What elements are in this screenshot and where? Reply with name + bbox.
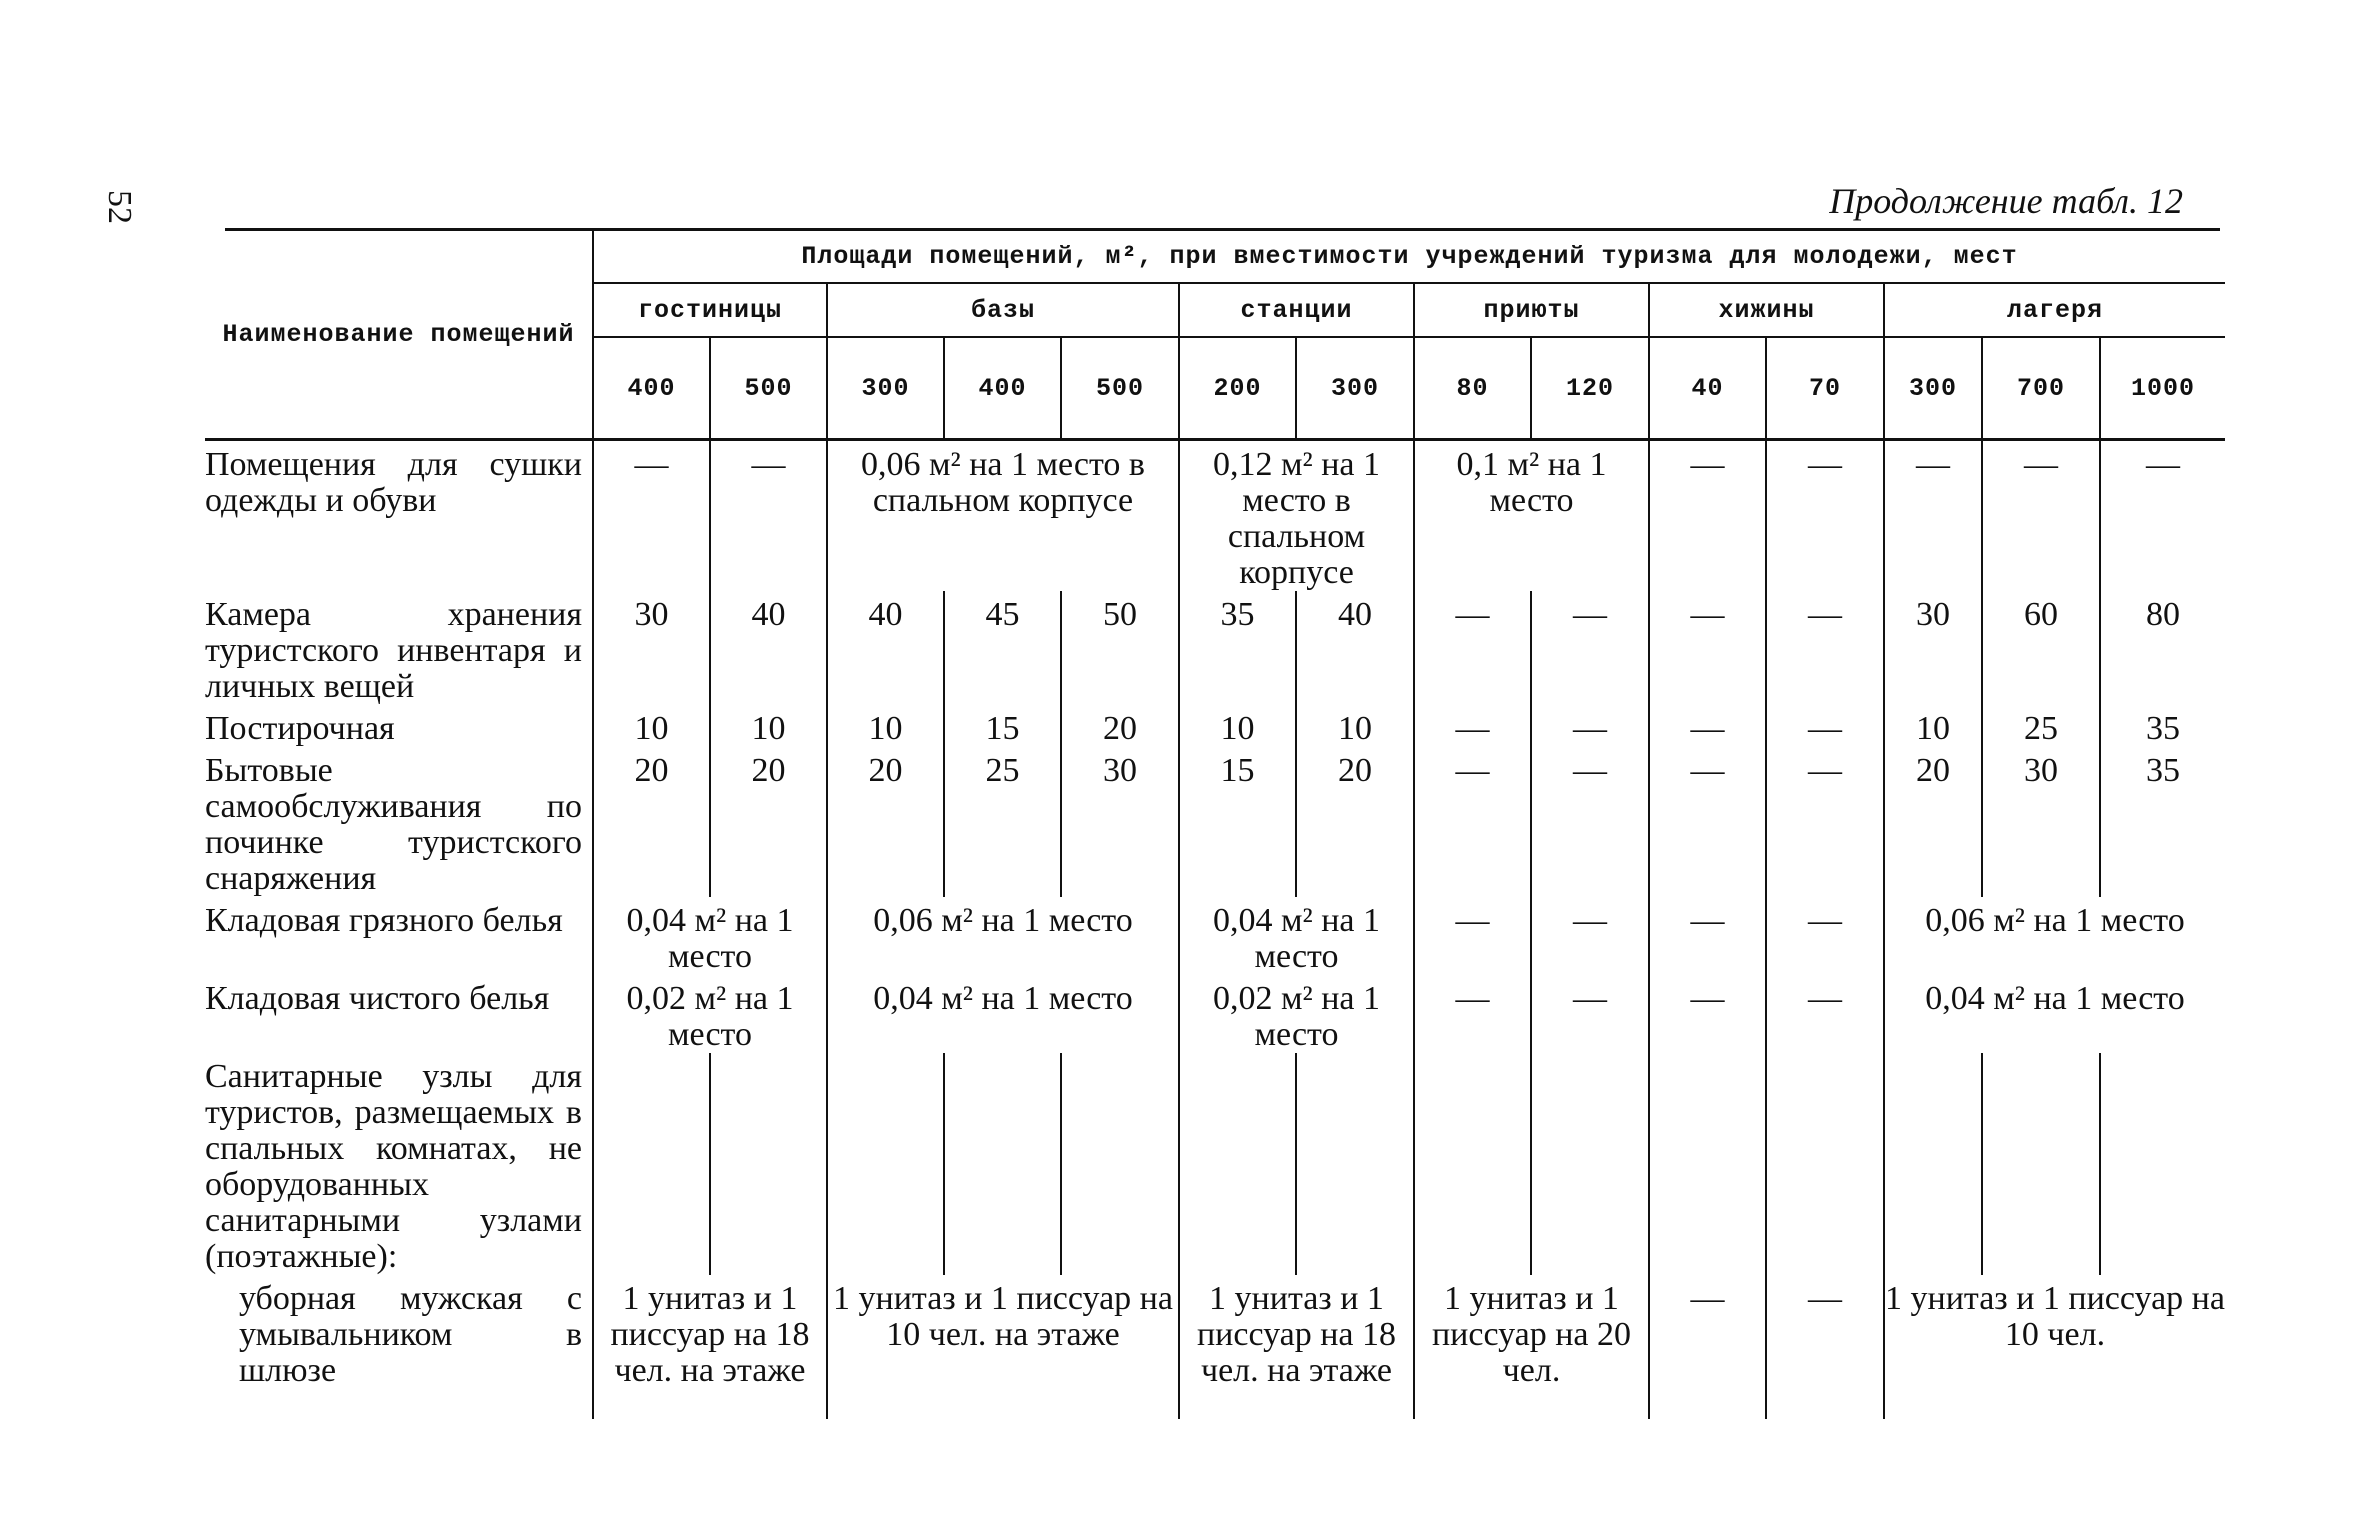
- cell-merged: 0,02 м² на 1 место: [1179, 975, 1414, 1053]
- cell: —: [1766, 747, 1884, 897]
- row-name: Камера хранения туристского инвентаря и личных вещей: [205, 596, 582, 705]
- cell: —: [1649, 1275, 1766, 1419]
- cell: —: [710, 440, 827, 592]
- cell: 40: [1296, 591, 1414, 705]
- cell: 50: [1061, 591, 1179, 705]
- cell: 25: [944, 747, 1061, 897]
- table-row: [205, 975, 2225, 1053]
- col-header: 120: [1531, 337, 1649, 440]
- table-continuation-caption: Продолжение табл. 12: [1829, 181, 2183, 221]
- cell-merged: 0,06 м² на 1 место: [827, 897, 1179, 975]
- cell: —: [1531, 705, 1649, 747]
- cell: —: [1649, 897, 1766, 975]
- cell: —: [1766, 975, 1884, 1053]
- cell: 10: [1179, 705, 1296, 747]
- cell: —: [1414, 975, 1531, 1053]
- name-column-header: Наименование помещений: [205, 230, 593, 440]
- col-header: 400: [944, 337, 1061, 440]
- cell: —: [1531, 897, 1649, 975]
- cell: 15: [944, 705, 1061, 747]
- cell-merged: 0,02 м² на 1 место: [593, 975, 827, 1053]
- cell: —: [1531, 975, 1649, 1053]
- row-name: уборная мужская с умывальником в шлюзе: [239, 1280, 582, 1389]
- cell: 20: [827, 747, 944, 897]
- table-row: [205, 747, 2225, 897]
- col-header: 300: [1884, 337, 1982, 440]
- table-row: [205, 440, 2225, 592]
- group-stations: станции: [1179, 283, 1414, 337]
- cell: —: [1766, 591, 1884, 705]
- group-bases: базы: [827, 283, 1179, 337]
- col-header: 80: [1414, 337, 1531, 440]
- table-row: [205, 591, 2225, 705]
- cell: —: [1531, 591, 1649, 705]
- cell-merged: 0,1 м² на 1 место: [1414, 440, 1649, 592]
- cell: —: [1884, 440, 1982, 592]
- cell: —: [1414, 591, 1531, 705]
- cell: 25: [1982, 705, 2100, 747]
- cell: —: [2100, 440, 2225, 592]
- table-row: [205, 705, 2225, 747]
- row-name: Кладовая чистого белья: [205, 980, 550, 1017]
- col-header: 300: [827, 337, 944, 440]
- col-header: 500: [1061, 337, 1179, 440]
- row-name: Санитарные узлы для туристов, размещаемых в спальных комнатах, не оборудованных санитарными узлами (поэтажные):: [205, 1058, 582, 1275]
- cell: 15: [1179, 747, 1296, 897]
- row-name: Помещения для сушки одежды и обуви: [205, 446, 582, 519]
- cell: —: [1649, 747, 1766, 897]
- cell: —: [1766, 705, 1884, 747]
- cell: 40: [827, 591, 944, 705]
- cell-merged: 0,06 м² на 1 место: [1884, 897, 2225, 975]
- cell: 20: [1061, 705, 1179, 747]
- cell: 20: [710, 747, 827, 897]
- row-name: Бытовые самообслуживания по починке туристского снаряжения: [205, 752, 582, 897]
- cell: —: [1649, 440, 1766, 592]
- col-header: 400: [593, 337, 710, 440]
- cell: —: [1531, 747, 1649, 897]
- cell-merged: 1 унитаз и 1 писсуар на 18 чел. на этаже: [593, 1275, 827, 1419]
- cell-merged: 1 унитаз и 1 писсуар на 20 чел.: [1414, 1275, 1649, 1419]
- group-hotels: гостиницы: [593, 283, 827, 337]
- cell: 30: [1982, 747, 2100, 897]
- row-name: Постирочная: [205, 710, 395, 747]
- col-header: 70: [1766, 337, 1884, 440]
- cell: —: [1414, 747, 1531, 897]
- cell: —: [1414, 897, 1531, 975]
- col-header: 40: [1649, 337, 1766, 440]
- cell: 10: [1884, 705, 1982, 747]
- cell: —: [1766, 440, 1884, 592]
- cell-merged: 0,12 м² на 1 место в спальном корпусе: [1179, 440, 1414, 592]
- cell: 20: [593, 747, 710, 897]
- group-shelters: приюты: [1414, 283, 1649, 337]
- area-table: [205, 230, 2225, 1419]
- group-camps: лагеря: [1884, 283, 2225, 337]
- col-header: 500: [710, 337, 827, 440]
- table-row: [205, 1053, 2225, 1275]
- cell: —: [1649, 975, 1766, 1053]
- cell: 80: [2100, 591, 2225, 705]
- cell: —: [1982, 440, 2100, 592]
- cell: —: [1649, 591, 1766, 705]
- cell-merged: 1 унитаз и 1 писсуар на 18 чел. на этаже: [1179, 1275, 1414, 1419]
- cell: —: [1766, 897, 1884, 975]
- cell: 30: [1061, 747, 1179, 897]
- cell-merged: 0,04 м² на 1 место: [593, 897, 827, 975]
- cell: 20: [1884, 747, 1982, 897]
- cell: —: [1649, 705, 1766, 747]
- cell: 30: [593, 591, 710, 705]
- cell: 35: [2100, 747, 2225, 897]
- cell-merged: 0,04 м² на 1 место: [1884, 975, 2225, 1053]
- cell: 40: [710, 591, 827, 705]
- col-header: 1000: [2100, 337, 2225, 440]
- col-header: 300: [1296, 337, 1414, 440]
- cell-merged: 1 унитаз и 1 писсуар на 10 чел.: [1884, 1275, 2225, 1419]
- table-row: [205, 897, 2225, 975]
- cell: 10: [710, 705, 827, 747]
- cell: —: [593, 440, 710, 592]
- cell: 60: [1982, 591, 2100, 705]
- cell: 10: [593, 705, 710, 747]
- cell: —: [1766, 1275, 1884, 1419]
- cell: —: [1414, 705, 1531, 747]
- cell: 20: [1296, 747, 1414, 897]
- cell-merged: 0,04 м² на 1 место: [1179, 897, 1414, 975]
- row-name: Кладовая грязного белья: [205, 902, 563, 939]
- main-header: Площади помещений, м², при вместимости учреждений туризма для молодежи, мест: [593, 230, 2225, 283]
- col-header: 700: [1982, 337, 2100, 440]
- cell-merged: 1 унитаз и 1 писсуар на 10 чел. на этаже: [827, 1275, 1179, 1419]
- cell-merged: 0,04 м² на 1 место: [827, 975, 1179, 1053]
- cell: 35: [2100, 705, 2225, 747]
- cell: 10: [1296, 705, 1414, 747]
- cell: 35: [1179, 591, 1296, 705]
- cell: 10: [827, 705, 944, 747]
- group-huts: хижины: [1649, 283, 1884, 337]
- cell: 30: [1884, 591, 1982, 705]
- cell-merged: 0,06 м² на 1 место в спальном корпусе: [827, 440, 1179, 592]
- table-row: [205, 1275, 2225, 1419]
- col-header: 200: [1179, 337, 1296, 440]
- page-number: 52: [101, 190, 138, 224]
- cell: 45: [944, 591, 1061, 705]
